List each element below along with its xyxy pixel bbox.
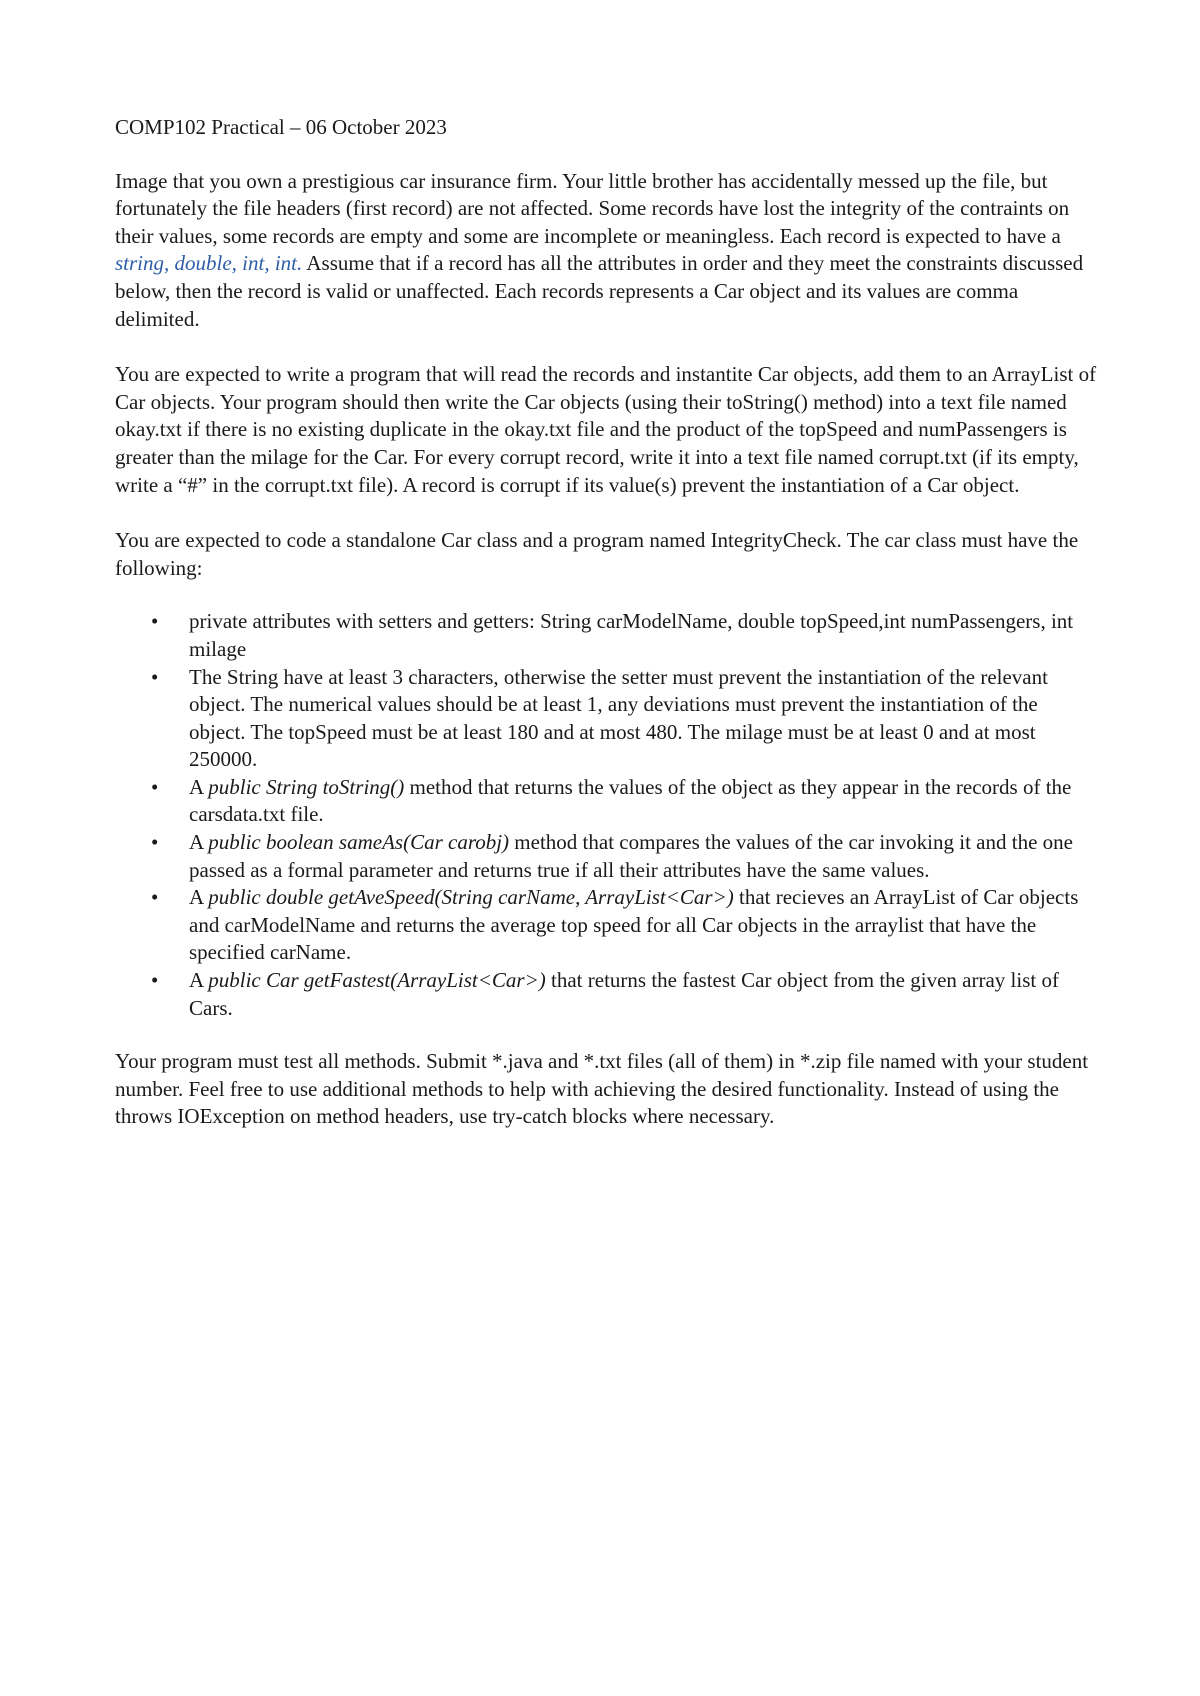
class-requirements-intro: You are expected to code a standalone Car class and a program named IntegrityCheck. The car class must have the following: xyxy=(115,528,1079,580)
list-item: • A public String toString() method that returns the values of the object as they appear in the records of the carsdata.txt file. xyxy=(151,774,1072,827)
list-item: • private attributes with setters and getters: String carModelName, double topSpeed,int numPassengers, int milage xyxy=(151,609,1074,661)
intro-paragraph xyxy=(115,168,1100,334)
bullet-icon: • xyxy=(151,830,159,855)
document-page xyxy=(115,114,1100,1159)
requirements-list xyxy=(115,608,1100,1022)
record-types: string, double, int, int. xyxy=(115,251,303,276)
bullet-icon: • xyxy=(151,774,159,799)
intro-text: Image that you own a prestigious car insurance firm. Your little brother has accidentally messed up the file, but fortunately the file headers (first record) are not affected. Some records have lost the integrity of the contraints on their values, some records are empty and some are incomplete or meaningless. Each record is expected to have a xyxy=(115,168,1070,248)
intro-text-continued: Assume that if a record has all the attributes in order and they meet the constraints discussed below, then the record is valid or unaffected. Each records represents a Car object and its values are comma delimited. xyxy=(115,251,1084,331)
bullet-icon: • xyxy=(151,968,159,993)
list-item: • A public boolean sameAs(Car carobj) method that compares the values of the car invoking it and the one passed as a formal parameter and returns true if all their attributes have the same values. xyxy=(151,830,1073,882)
document-title: COMP102 Practical – 06 October 2023 xyxy=(115,115,447,139)
task-paragraph: You are expected to write a program that will read the records and instantite Car objects, add them to an ArrayList of Car objects. Your program should then write the Car objects (using their toString() method) into a text file named okay.txt if there is no existing duplicate in the okay.txt file and the product of the topSpeed and numPassengers is greater than the milage for the Car. For every corrupt record, write it into a text file named corrupt.txt (if its empty, write a “#” in the corrupt.txt file). A record is corrupt if its value(s) prevent the instantiation of a Car object. xyxy=(115,362,1097,497)
list-item: • A public double getAveSpeed(String carName, ArrayList<Car>) that recieves an ArrayList of Car objects and carModelName and returns the average top speed for all Car objects in the arraylist that have the specified carName. xyxy=(151,885,1079,965)
bullet-icon: • xyxy=(151,885,159,910)
bullet-icon: • xyxy=(151,609,159,634)
list-item: • A public Car getFastest(ArrayList<Car>) that returns the fastest Car object from the given array list of Cars. xyxy=(151,968,1059,1020)
list-item: • The String have at least 3 characters, otherwise the setter must prevent the instantiation of the relevant object. The numerical values should be at least 1, any deviations must prevent the instantiation of the object. The topSpeed must be at least 180 and at most 480. The milage must be at least 0 and at most 250000. xyxy=(151,664,1048,772)
submission-paragraph: Your program must test all methods. Submit *.java and *.txt files (all of them) in *.zip file named with your student number. Feel free to use additional methods to help with achieving the desired functionality. Instead of using the throws IOException on method headers, use try-catch blocks where necessary. xyxy=(115,1049,1089,1129)
bullet-icon: • xyxy=(151,664,159,689)
